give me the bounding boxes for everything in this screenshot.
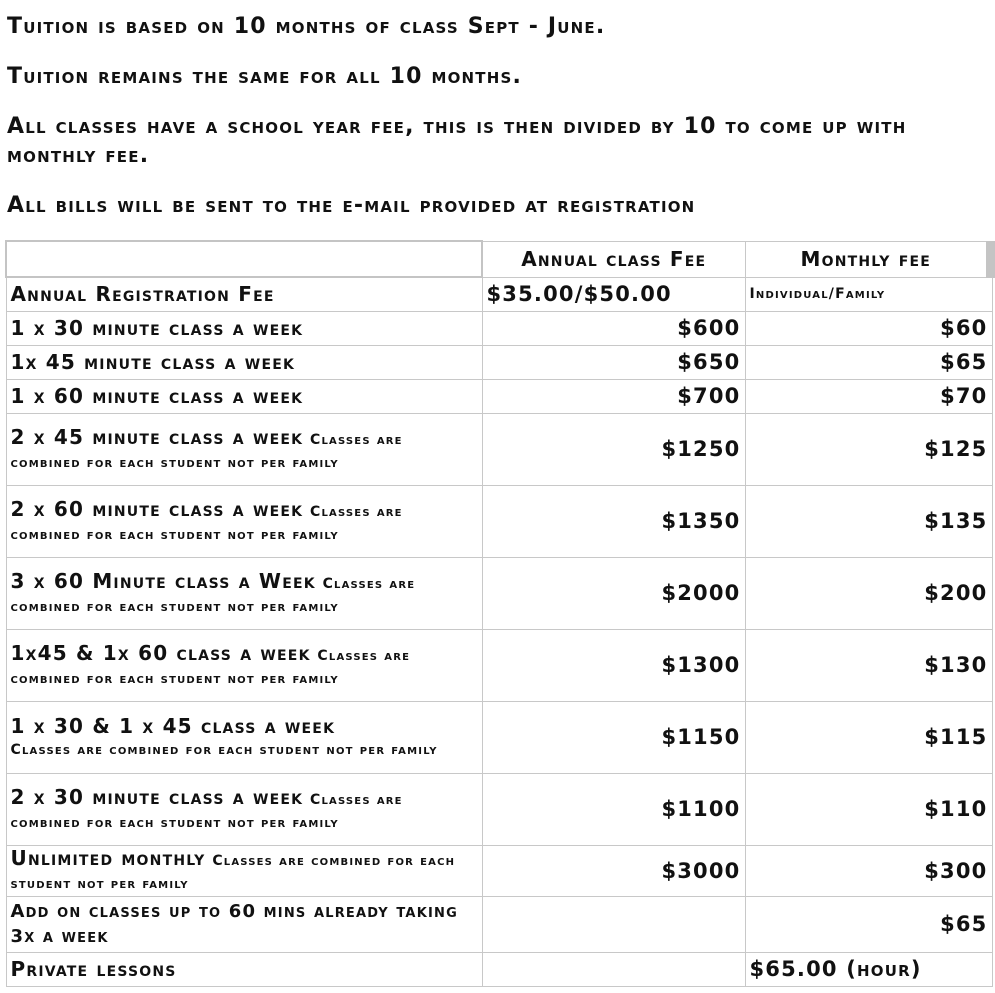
header-empty-cell [6, 241, 482, 277]
row-label: 1x45 & 1x 60 class a week [10, 640, 311, 665]
annual-fee: $1350 [482, 485, 745, 557]
annual-fee: $600 [482, 311, 745, 345]
row-label-cell [6, 845, 482, 896]
table-row [6, 845, 992, 896]
row-note: Classes are combined for each student not per family [10, 853, 456, 892]
row-note: Classes are combined for each student not per family [10, 791, 403, 831]
monthly-fee: $70 [745, 379, 992, 413]
row-note: Classes are combined for each student not per family [10, 503, 403, 543]
annual-fee: $35.00/$50.00 [482, 277, 745, 311]
table-row [6, 773, 992, 845]
annual-fee: $2000 [482, 557, 745, 629]
intro-line-4: All bills will be sent to the e-mail provided at registration [7, 193, 696, 218]
row-label: Annual Registration Fee [6, 277, 482, 311]
row-label: 3 x 60 Minute class a Week [10, 568, 316, 593]
row-label: 2 x 60 minute class a week [10, 496, 304, 521]
annual-fee: $1100 [482, 773, 745, 845]
table-row [6, 413, 992, 485]
row-label-cell [6, 773, 482, 845]
row-label-cell [6, 557, 482, 629]
monthly-fee: $60 [745, 311, 992, 345]
annual-fee [482, 952, 745, 986]
monthly-fee: $115 [745, 701, 992, 773]
table-row [6, 952, 992, 986]
row-label-cell [6, 629, 482, 701]
row-note: Classes are combined for each student not per family [10, 741, 438, 758]
annual-fee: $1150 [482, 701, 745, 773]
intro-line-2: Tuition remains the same for all 10 months. [7, 64, 523, 89]
intro-line-3: All classes have a school year fee, this is then divided by 10 to come up with monthly fee. [7, 114, 907, 168]
row-label-cell [6, 413, 482, 485]
monthly-fee: $65 [745, 345, 992, 379]
table-row [6, 345, 992, 379]
monthly-fee: $125 [745, 413, 992, 485]
row-label: 2 x 30 minute class a week [10, 784, 304, 809]
row-note: Classes are combined for each student not per family [10, 431, 403, 471]
monthly-fee: $135 [745, 485, 992, 557]
row-label: 1 x 30 minute class a week [6, 311, 482, 345]
table-row [6, 485, 992, 557]
row-label: 1 x 30 & 1 x 45 class a week [10, 713, 336, 738]
row-label-cell [6, 701, 482, 773]
table-row [6, 277, 992, 311]
table-row [6, 557, 992, 629]
annual-fee: $1300 [482, 629, 745, 701]
monthly-fee: $110 [745, 773, 992, 845]
row-label-cell [6, 485, 482, 557]
annual-fee: $650 [482, 345, 745, 379]
table-row [6, 379, 992, 413]
monthly-fee-header: Monthly fee [745, 241, 992, 277]
monthly-fee: $65 [745, 896, 992, 952]
annual-fee: $1250 [482, 413, 745, 485]
monthly-fee: $200 [745, 557, 992, 629]
row-label: Private lessons [6, 952, 482, 986]
monthly-fee: Individual/Family [745, 277, 992, 311]
row-label: Add on classes up to 60 mins already taking 3x a week [6, 896, 482, 952]
table-row [6, 311, 992, 345]
monthly-fee: $300 [745, 845, 992, 896]
row-note: Classes are combined for each student not per family [10, 647, 411, 687]
table-row [6, 629, 992, 701]
annual-fee: $700 [482, 379, 745, 413]
monthly-fee: $65.00 (hour) [745, 952, 992, 986]
annual-fee [482, 896, 745, 952]
row-label: Unlimited monthly [10, 846, 206, 870]
table-row [6, 701, 992, 773]
annual-fee-header: Annual class Fee [482, 241, 745, 277]
row-label: 1 x 60 minute class a week [6, 379, 482, 413]
tuition-fee-table [5, 240, 995, 987]
intro-line-1: Tuition is based on 10 months of class Sept - June. [7, 14, 606, 39]
row-note: Classes are combined for each student not per family [10, 575, 416, 615]
row-label: 1x 45 minute class a week [6, 345, 482, 379]
row-label: 2 x 45 minute class a week [10, 424, 304, 449]
table-row [6, 896, 992, 952]
annual-fee: $3000 [482, 845, 745, 896]
table-header-row [6, 241, 992, 277]
monthly-fee: $130 [745, 629, 992, 701]
